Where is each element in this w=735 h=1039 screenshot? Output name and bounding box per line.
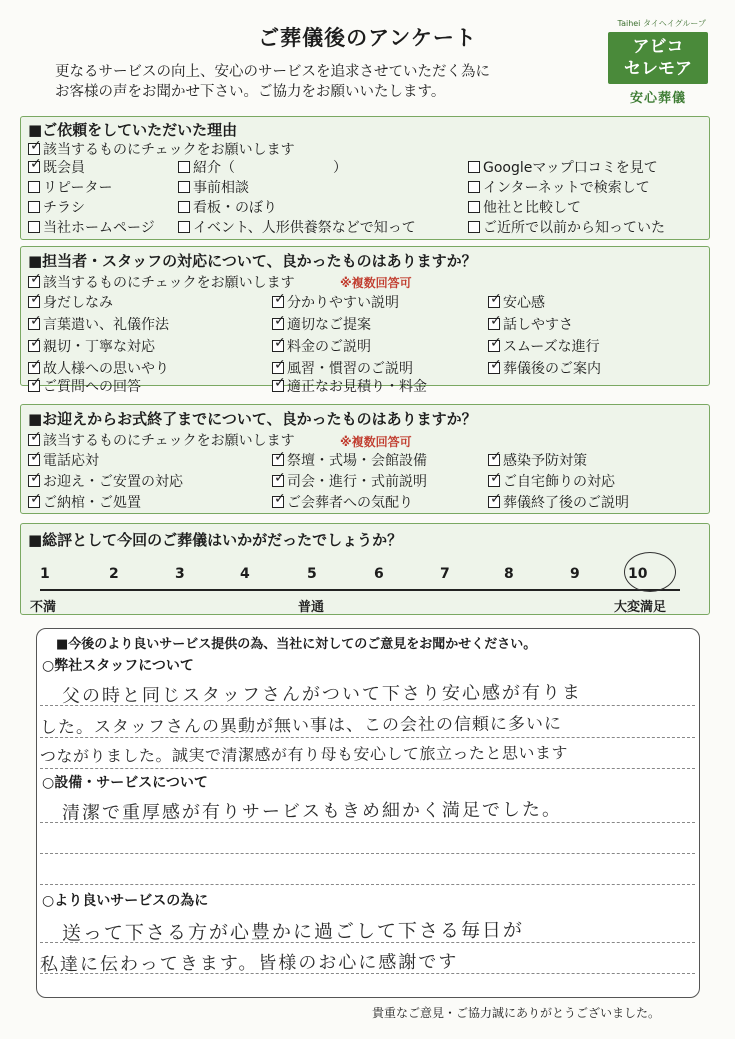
checkbox-item[interactable]	[178, 177, 249, 197]
checkbox-item[interactable]	[28, 314, 169, 334]
checked-box-icon[interactable]	[28, 475, 40, 487]
checkbox-item[interactable]	[28, 157, 85, 177]
checked-box-icon[interactable]	[488, 454, 500, 466]
rating-number[interactable]: 5	[307, 566, 317, 582]
page-title: ご葬儀後のアンケート	[258, 26, 477, 50]
checked-box-icon[interactable]	[28, 161, 40, 173]
checkbox-label: リピーター	[43, 180, 113, 196]
checkbox-label: 安心感	[503, 295, 545, 311]
checkbox-label: インターネットで検索して	[483, 180, 650, 196]
checked-box-icon[interactable]	[28, 454, 40, 466]
improvement-comment-line-2: 私達に伝わってきます。皆様のお心に感謝です	[39, 951, 459, 976]
empty-box-icon[interactable]	[468, 201, 480, 213]
selected-rating-circle	[624, 552, 676, 592]
checkbox-label: 適正なお見積り・料金	[287, 379, 427, 395]
rating-number[interactable]: 6	[374, 566, 384, 582]
empty-box-icon[interactable]	[178, 221, 190, 233]
checkbox-label: ご質問への回答	[43, 379, 141, 395]
staff-comment-line-1: 父の時と同じスタッフさんがついて下さり安心感が有りま	[61, 682, 583, 707]
logo-badge	[608, 32, 708, 84]
empty-box-icon[interactable]	[468, 221, 480, 233]
checkbox-label: 事前相談	[193, 180, 249, 196]
checkbox-item[interactable]	[28, 336, 155, 356]
checkbox-item[interactable]	[488, 336, 600, 356]
empty-box-icon[interactable]	[28, 221, 40, 233]
rating-scale-line	[40, 589, 680, 591]
checkbox-item[interactable]	[488, 292, 545, 312]
checkbox-label: 紹介（ ）	[193, 160, 347, 176]
rating-number[interactable]: 3	[175, 566, 185, 582]
section2-subtitle	[28, 272, 295, 292]
checkbox-label: 葬儀後のご案内	[503, 361, 601, 377]
rating-number[interactable]: 8	[504, 566, 514, 582]
checkbox-label: ご納棺・ご処置	[43, 495, 141, 511]
checkbox-label: 故人様への思いやり	[43, 361, 169, 377]
section3-title: ■お迎えからお式終了までについて、良かったものはありますか？	[28, 410, 477, 428]
logo-line-2: セレモア	[624, 59, 692, 79]
logo-group-name: Taihei タイヘイグループ	[617, 19, 706, 28]
checkbox-item[interactable]	[272, 492, 413, 512]
checkbox-label: チラシ	[43, 200, 85, 216]
company-logo	[608, 18, 708, 113]
checkbox-item[interactable]	[178, 197, 277, 217]
checkbox-label: 葬儀終了後のご説明	[503, 495, 629, 511]
section3-subtitle-text: 該当するものにチェックをお願いします	[43, 433, 295, 449]
rating-label-high: 大変満足	[614, 600, 667, 615]
checkbox-item[interactable]	[468, 157, 658, 177]
checkbox-label: 適切なご提案	[287, 317, 371, 333]
section1-subtitle-text: 該当するものにチェックをお願いします	[43, 142, 295, 158]
checkbox-item[interactable]	[28, 217, 155, 237]
checked-box-icon[interactable]	[272, 296, 284, 308]
checkbox-item[interactable]	[488, 314, 573, 334]
checkbox-item[interactable]	[28, 197, 85, 217]
checked-box-icon[interactable]	[28, 362, 40, 374]
checked-box-icon[interactable]	[488, 496, 500, 508]
staff-comment-line-2: した。スタッフさんの異動が無い事は、この会社の信頼に多いに	[39, 714, 563, 738]
rating-number[interactable]: 1	[40, 566, 50, 582]
section1-subtitle	[28, 139, 295, 159]
section2-multi-note: ※複数回答可	[340, 276, 412, 290]
checkbox-label: ご会葬者への気配り	[287, 495, 413, 511]
rating-label-low: 不満	[30, 600, 57, 615]
checked-box-icon[interactable]	[28, 380, 40, 392]
checked-box-icon[interactable]	[488, 318, 500, 330]
checked-box-icon[interactable]	[488, 362, 500, 374]
checkbox-label: 祭壇・式場・会館設備	[287, 453, 427, 469]
checkbox-item[interactable]	[28, 177, 112, 197]
intro-line-2: お客様の声をお聞かせ下さい。ご協力をお願いいたします。	[55, 84, 446, 100]
checked-box-icon[interactable]	[272, 475, 284, 487]
checked-box-icon[interactable]	[272, 380, 284, 392]
improvement-comment-line-1: 送って下さる方が心豊かに過ごして下さる毎日が	[61, 919, 525, 945]
checked-box-icon[interactable]	[28, 296, 40, 308]
checked-box-icon[interactable]	[28, 340, 40, 352]
intro-text	[55, 62, 615, 102]
checkbox-label: 話しやすさ	[503, 317, 573, 333]
checkbox-label: ご自宅飾りの対応	[503, 474, 615, 490]
checkbox-label: 司会・進行・式前説明	[287, 474, 427, 490]
facility-comment-line-1: 清潔で重厚感が有りサービスもきめ細かく満足でした。	[61, 799, 563, 824]
checkbox-label: 料金のご説明	[287, 339, 371, 355]
checkbox-label: 既会員	[43, 160, 85, 176]
checked-box-icon[interactable]	[28, 318, 40, 330]
checked-box-icon[interactable]	[272, 340, 284, 352]
checkbox-label: 分かりやすい説明	[287, 295, 399, 311]
rating-number[interactable]: 9	[570, 566, 580, 582]
checkbox-item[interactable]	[272, 314, 371, 334]
intro-line-1: 更なるサービスの向上、安心のサービスを追求させていただく為に	[55, 64, 490, 80]
subtitle-check-icon	[28, 276, 40, 288]
rating-number[interactable]: 7	[440, 566, 450, 582]
checkbox-label: お迎え・ご安置の対応	[43, 474, 183, 490]
checkbox-item[interactable]	[468, 217, 665, 237]
section2-subtitle-text: 該当するものにチェックをお願いします	[43, 275, 295, 291]
checkbox-item[interactable]	[488, 450, 587, 470]
logo-line-1: アビコ	[632, 37, 684, 57]
checked-box-icon[interactable]	[28, 496, 40, 508]
rating-number[interactable]: 10	[628, 566, 648, 582]
checkbox-label: 言葉遣い、礼儀作法	[43, 317, 169, 333]
empty-box-icon[interactable]	[28, 181, 40, 193]
dashed-line	[40, 853, 695, 854]
checkbox-item[interactable]	[272, 292, 399, 312]
checkbox-label: 親切・丁寧な対応	[43, 339, 155, 355]
checkbox-label: 当社ホームページ	[43, 220, 155, 236]
checkbox-label: 電話応対	[43, 453, 99, 469]
section3-multi-note: ※複数回答可	[340, 435, 412, 449]
checked-box-icon[interactable]	[272, 362, 284, 374]
empty-box-icon[interactable]	[178, 181, 190, 193]
section2-title: ■担当者・スタッフの対応について、良かったものはありますか？	[28, 252, 477, 270]
checkbox-label: Googleマップ口コミを見て	[483, 160, 658, 176]
checkbox-label: スムーズな進行	[503, 339, 600, 355]
section1-title: ■ご依頼をしていただいた理由	[28, 121, 238, 139]
empty-box-icon[interactable]	[178, 201, 190, 213]
empty-box-icon[interactable]	[468, 161, 480, 173]
checkbox-item[interactable]	[28, 358, 169, 378]
checkbox-label: 感染予防対策	[503, 453, 587, 469]
checked-box-icon[interactable]	[488, 475, 500, 487]
checkbox-item[interactable]	[272, 358, 413, 378]
dashed-line	[40, 737, 695, 738]
checkbox-item[interactable]	[28, 292, 113, 312]
checkbox-item[interactable]	[272, 471, 427, 491]
checkbox-label: ご近所で以前から知っていた	[483, 220, 665, 236]
staff-comment-line-3: つながりました。誠実で清潔感が有り母も安心して旅立ったと思います	[39, 743, 569, 766]
facility-comment-label: ○設備・サービスについて	[42, 775, 208, 791]
checkbox-item[interactable]	[488, 358, 601, 378]
checked-box-icon[interactable]	[272, 454, 284, 466]
section3-subtitle	[28, 430, 295, 450]
comment-title: ■今後のより良いサービス提供の為、当社に対してのご意見をお聞かせください。	[56, 637, 537, 652]
checkbox-label: イベント、人形供養祭などで知って	[193, 220, 416, 236]
subtitle-check-icon	[28, 143, 40, 155]
rating-label-mid: 普通	[298, 600, 325, 615]
logo-tagline: 安心葬儀	[629, 91, 686, 106]
staff-comment-label: ○弊社スタッフについて	[42, 658, 194, 674]
checkbox-item[interactable]	[178, 157, 347, 177]
checkbox-item[interactable]	[488, 492, 629, 512]
checked-box-icon[interactable]	[488, 340, 500, 352]
checkbox-item[interactable]	[272, 450, 427, 470]
empty-box-icon[interactable]	[468, 181, 480, 193]
checkbox-label: 他社と比較して	[483, 200, 581, 216]
checkbox-label: 看板・のぼり	[193, 200, 277, 216]
checked-box-icon[interactable]	[488, 296, 500, 308]
section4-title: ■総評として今回のご葬儀はいかがだったでしょうか？	[28, 531, 403, 549]
checkbox-item[interactable]	[468, 177, 650, 197]
checked-box-icon[interactable]	[272, 318, 284, 330]
checkbox-item[interactable]	[488, 471, 615, 491]
checkbox-item[interactable]	[28, 492, 141, 512]
checked-box-icon[interactable]	[272, 496, 284, 508]
improvement-comment-label: ○より良いサービスの為に	[42, 893, 209, 909]
footer-thanks: 貴重なご意見・ご協力誠にありがとうございました。	[372, 1006, 661, 1020]
checkbox-item[interactable]	[28, 471, 183, 491]
checkbox-item[interactable]	[272, 376, 427, 396]
checkbox-item[interactable]	[272, 336, 371, 356]
checkbox-item[interactable]	[178, 217, 416, 237]
checkbox-item[interactable]	[28, 450, 99, 470]
checkbox-item[interactable]	[468, 197, 581, 217]
dashed-line	[40, 884, 695, 885]
empty-box-icon[interactable]	[178, 161, 190, 173]
rating-number[interactable]: 2	[109, 566, 119, 582]
rating-number[interactable]: 4	[240, 566, 250, 582]
empty-box-icon[interactable]	[28, 201, 40, 213]
dashed-line	[40, 768, 695, 769]
checkbox-label: 身だしなみ	[43, 295, 113, 311]
checkbox-label: 風習・慣習のご説明	[287, 361, 413, 377]
checkbox-item[interactable]	[28, 376, 141, 396]
subtitle-check-icon	[28, 434, 40, 446]
